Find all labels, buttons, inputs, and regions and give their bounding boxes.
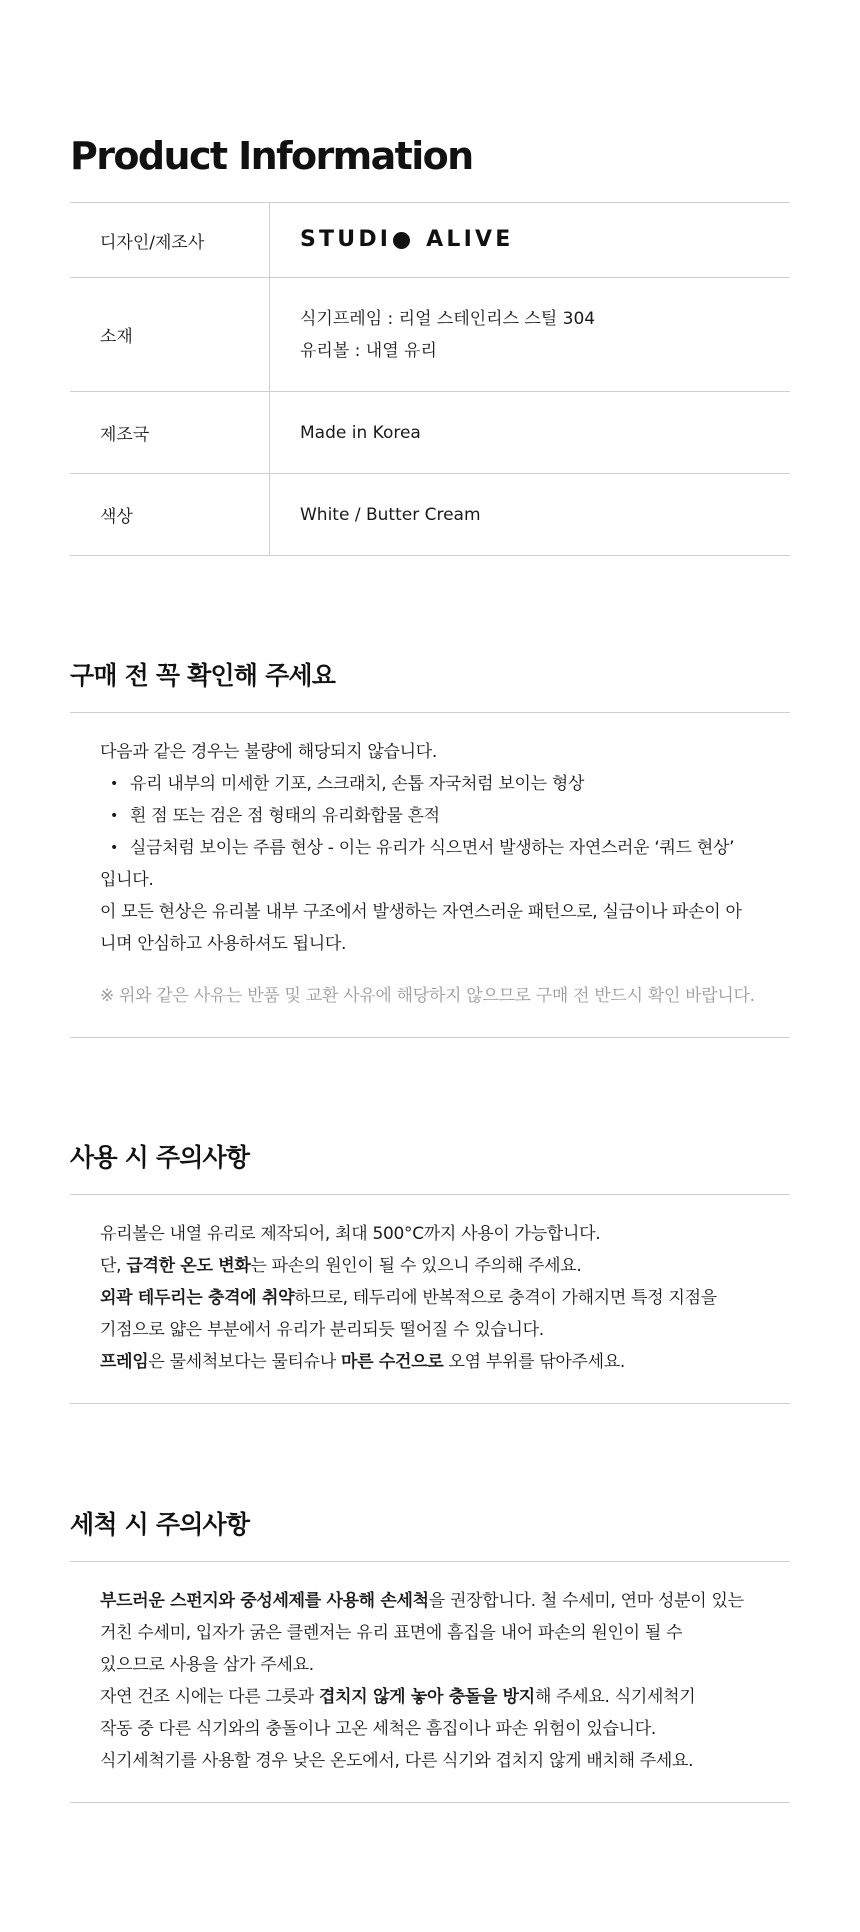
cleaning-line: 있으므로 사용을 삼가 주세요.: [100, 1655, 314, 1675]
brand-label: 디자인/제조사: [70, 203, 270, 277]
brand-row: [70, 203, 790, 278]
usage-section-body: [100, 1218, 780, 1378]
usage-line: 프레임은 물세척보다는 물티슈나 마른 수건으로 오염 부위를 닦아주세요.: [100, 1352, 626, 1372]
check-section-title: 구매 전 꼭 확인해 주세요: [70, 661, 336, 690]
product-info-table: [70, 202, 790, 556]
cleaning-line: 작동 중 다른 식기와의 충돌이나 고온 세척은 흠집이나 파손 위험이 있습니다.: [100, 1719, 656, 1739]
divider: [70, 1403, 790, 1404]
studio-alive-logo: [300, 220, 790, 260]
divider: [70, 1194, 790, 1195]
list-item: • 흰 점 또는 검은 점 형태의 유리화합물 흔적: [100, 800, 780, 832]
usage-line: 유리볼은 내열 유리로 제작되어, 최대 500°C까지 사용이 가능합니다.: [100, 1224, 601, 1244]
usage-line: 단, 급격한 온도 변화는 파손의 원인이 될 수 있으니 주의해 주세요.: [100, 1256, 582, 1276]
logo-text-right: ALIVE: [426, 227, 514, 252]
divider: [70, 1561, 790, 1562]
usage-line: 기점으로 얇은 부분에서 유리가 분리되듯 떨어질 수 있습니다.: [100, 1320, 544, 1340]
list-item: • 유리 내부의 미세한 기포, 스크래치, 손톱 자국처럼 보이는 형상: [100, 768, 780, 800]
filled-circle-icon: [393, 232, 410, 249]
cleaning-section-body: [100, 1585, 780, 1777]
check-conclusion-1: 이 모든 현상은 유리볼 내부 구조에서 발생하는 자연스러운 패턴으로, 실금이나 파손이 아: [100, 902, 742, 922]
divider: [70, 1802, 790, 1803]
divider: [70, 712, 790, 713]
origin-row: [70, 392, 790, 474]
material-row: [70, 278, 790, 392]
origin-label: 제조국: [70, 392, 270, 473]
check-note: ※ 위와 같은 사유는 반품 및 교환 사유에 해당하지 않으므로 구매 전 반드시 확인 바랍니다.: [100, 986, 755, 1006]
check-section-body: [100, 736, 780, 1012]
usage-line: 외곽 테두리는 충격에 취약하므로, 테두리에 반복적으로 충격이 가해지면 특정 지점을: [100, 1288, 717, 1308]
color-label: 색상: [70, 474, 270, 555]
check-intro: 다음과 같은 경우는 불량에 해당되지 않습니다.: [100, 742, 437, 762]
material-frame: 식기프레임 : 리얼 스테인리스 스틸 304: [300, 308, 596, 329]
divider: [70, 1037, 790, 1038]
logo-text-left: STUDI: [300, 227, 392, 252]
cleaning-line: 거친 수세미, 입자가 굵은 클렌저는 유리 표면에 흠집을 내어 파손의 원인이 될 수: [100, 1623, 683, 1643]
usage-section-title: 사용 시 주의사항: [70, 1143, 250, 1172]
bullet-tail: 입니다.: [100, 870, 154, 890]
material-bowl: 유리볼 : 내열 유리: [300, 340, 437, 361]
product-info-title: Product Information: [70, 134, 473, 178]
material-label: 소재: [70, 278, 270, 391]
cleaning-section-title: 세척 시 주의사항: [70, 1510, 250, 1539]
origin-value: Made in Korea: [300, 422, 421, 443]
cleaning-line: 자연 건조 시에는 다른 그릇과 겹치지 않게 놓아 충돌을 방지해 주세요. 식기세척기: [100, 1687, 696, 1707]
list-item: • 실금처럼 보이는 주름 현상 - 이는 유리가 식으면서 발생하는 자연스러운 ‘쿼드 현상’: [100, 832, 780, 864]
cleaning-line: 부드러운 스펀지와 중성세제를 사용해 손세척을 권장합니다. 철 수세미, 연마 성분이 있는: [100, 1591, 744, 1611]
color-value: White / Butter Cream: [300, 504, 481, 525]
cleaning-line: 식기세척기를 사용할 경우 낮은 온도에서, 다른 식기와 겹치지 않게 배치해 주세요.: [100, 1751, 694, 1771]
check-conclusion-2: 니며 안심하고 사용하셔도 됩니다.: [100, 934, 347, 954]
color-row: [70, 474, 790, 556]
